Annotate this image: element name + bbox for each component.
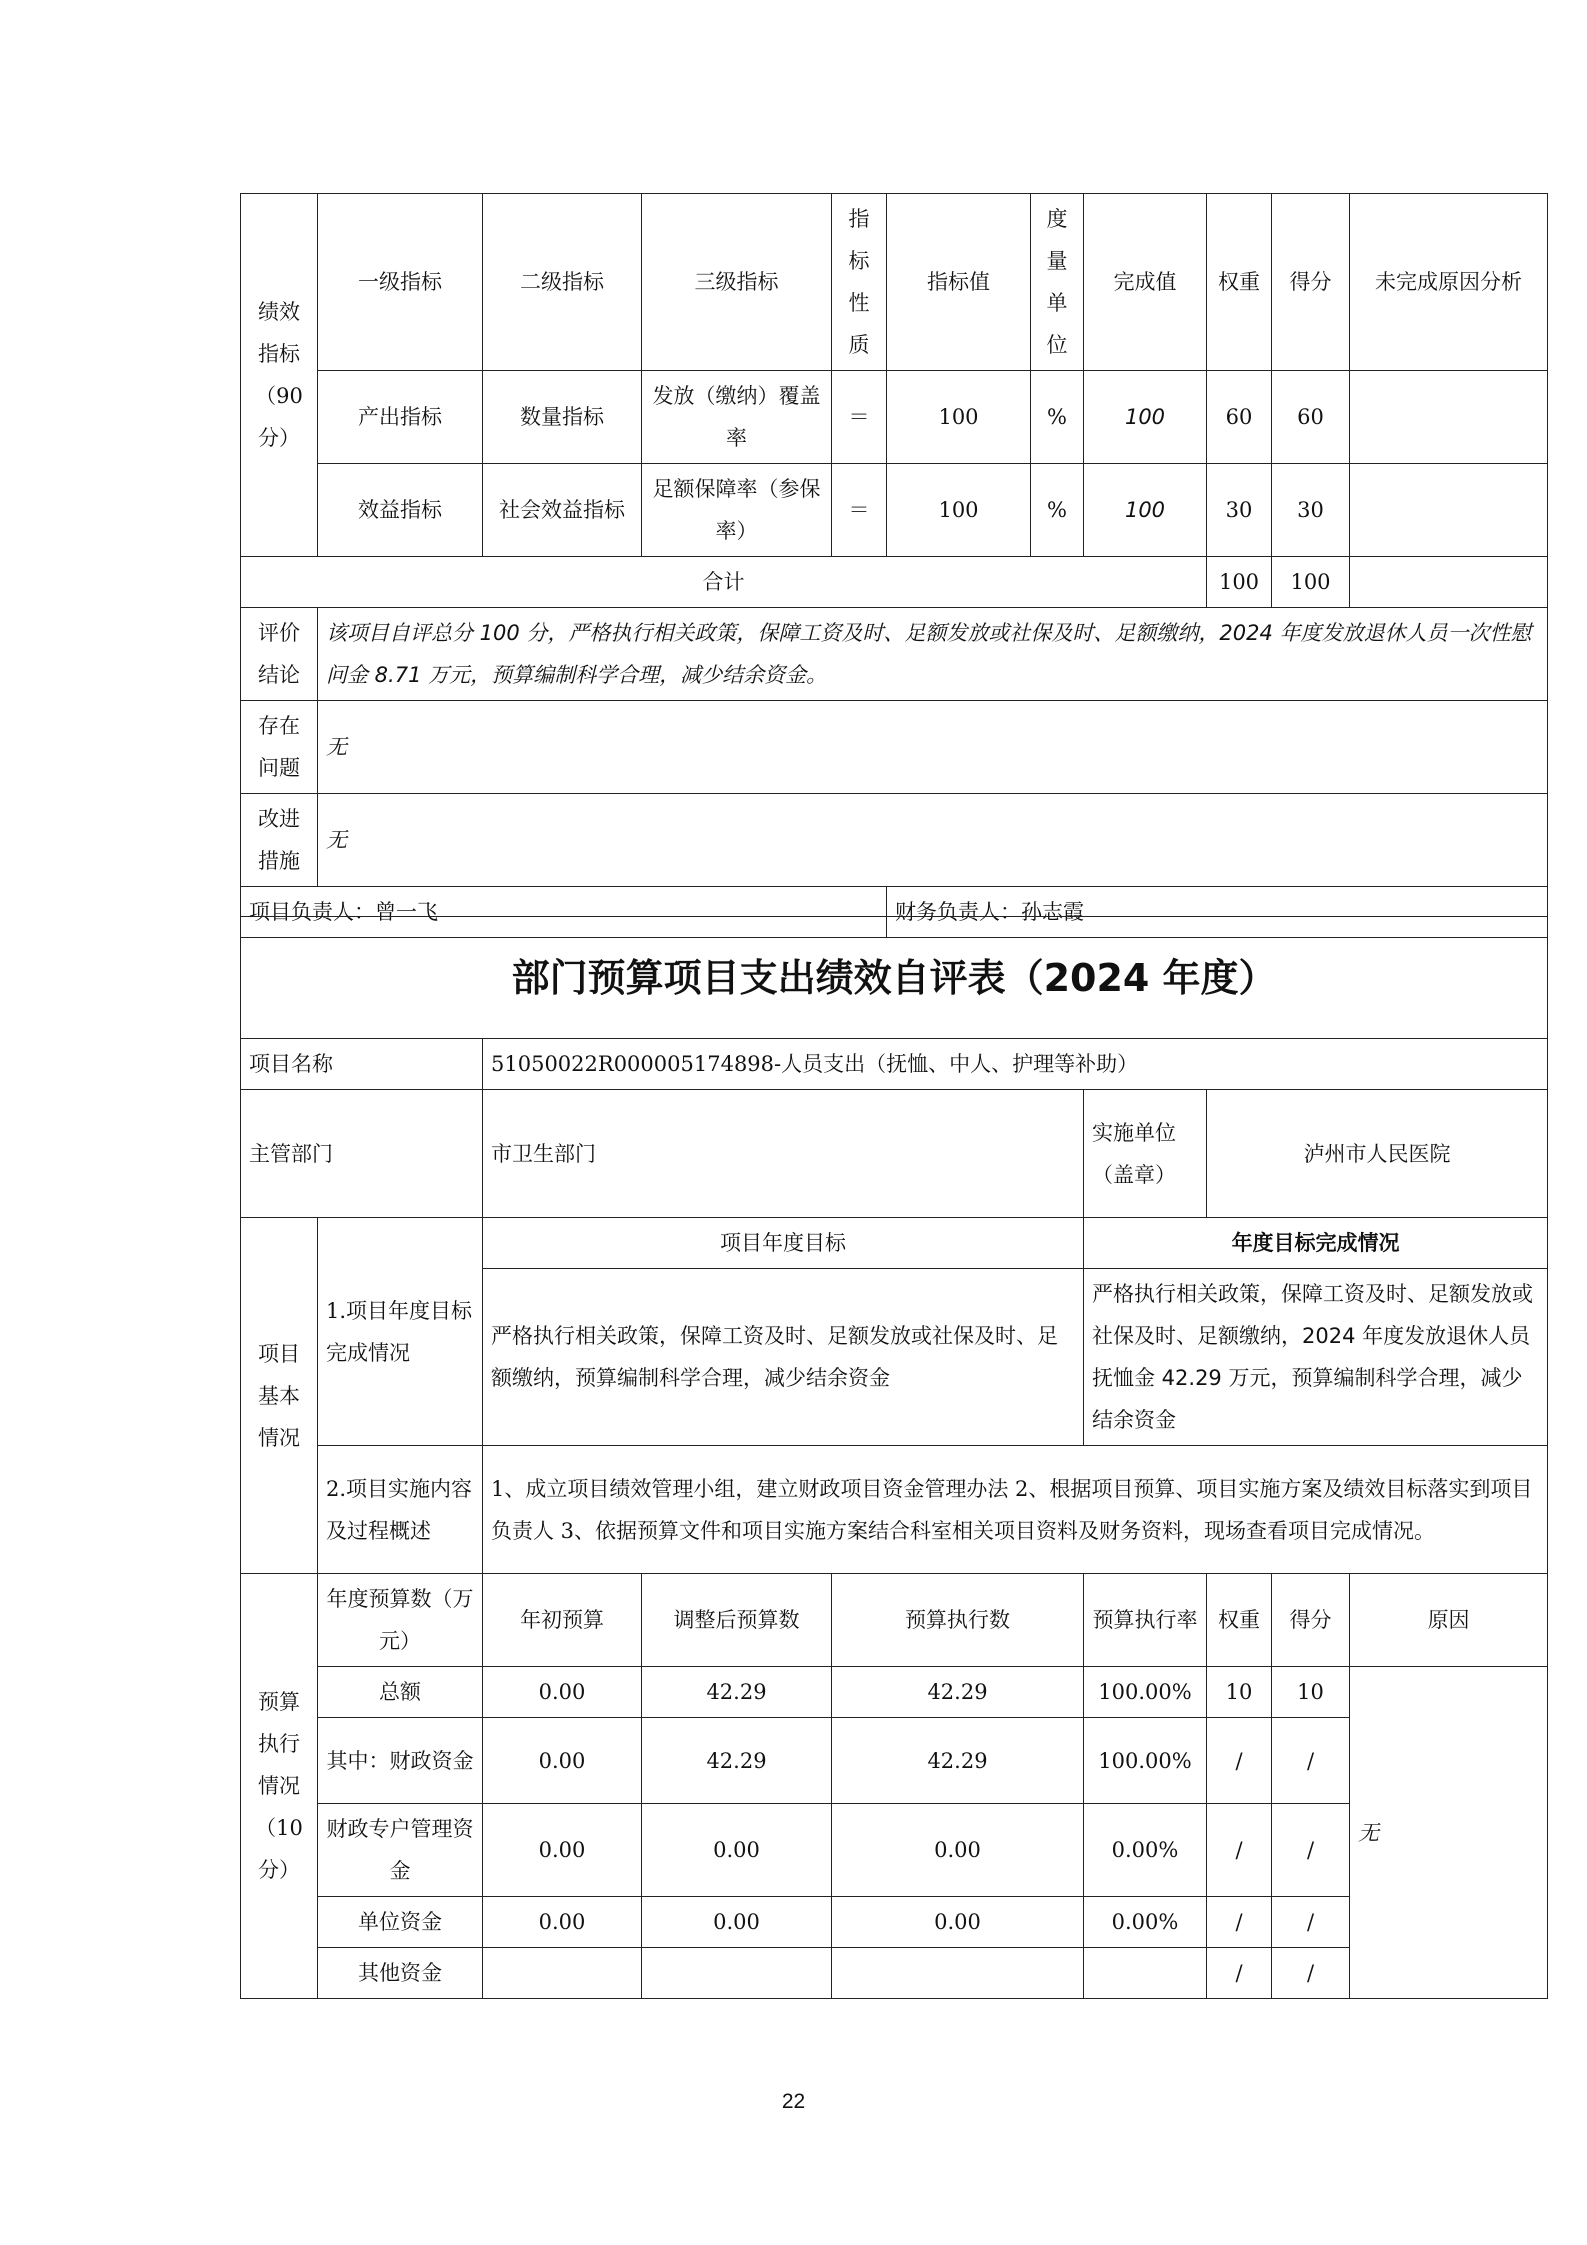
problems-label: 存在问题 bbox=[241, 701, 318, 794]
row-level1: 产出指标 bbox=[318, 371, 483, 464]
budget-score: 10 bbox=[1272, 1667, 1350, 1718]
budget-rate: 0.00% bbox=[1084, 1897, 1207, 1948]
row-level3: 发放（缴纳）覆盖率 bbox=[642, 371, 832, 464]
budget-adjusted: 42.29 bbox=[642, 1718, 832, 1804]
budget-weight: / bbox=[1207, 1948, 1272, 1999]
row-weight: 30 bbox=[1207, 464, 1272, 557]
budget-evaluation-table bbox=[240, 916, 1548, 1999]
bh-score: 得分 bbox=[1272, 1574, 1350, 1667]
budget-category: 总额 bbox=[318, 1667, 483, 1718]
budget-score: / bbox=[1272, 1718, 1350, 1804]
bh-category: 年度预算数（万元） bbox=[318, 1574, 483, 1667]
evaluation-text: 该项目自评总分 100 分，严格执行相关政策，保障工资及时、足额发放或社保及时、足额缴纳，2024 年度发放退休人员一次性慰问金 8.71 万元，预算编制科学合理，减少结余资金。 bbox=[318, 608, 1548, 701]
budget-adjusted: 0.00 bbox=[642, 1897, 832, 1948]
budget-weight: / bbox=[1207, 1804, 1272, 1897]
total-weight: 100 bbox=[1207, 557, 1272, 608]
row-reason bbox=[1350, 464, 1548, 557]
performance-indicator-table bbox=[240, 193, 1548, 938]
budget-category: 其中：财政资金 bbox=[318, 1718, 483, 1804]
form-title: 部门预算项目支出绩效自评表（2024 年度） bbox=[241, 917, 1548, 1039]
project-name-label: 项目名称 bbox=[241, 1039, 483, 1090]
page-number: 22 bbox=[781, 2090, 806, 2113]
budget-weight: / bbox=[1207, 1718, 1272, 1804]
row-reason bbox=[1350, 371, 1548, 464]
problems-text: 无 bbox=[318, 701, 1548, 794]
total-label: 合计 bbox=[241, 557, 1207, 608]
total-score: 100 bbox=[1272, 557, 1350, 608]
row-score: 60 bbox=[1272, 371, 1350, 464]
table-row bbox=[241, 464, 1548, 557]
budget-score: / bbox=[1272, 1948, 1350, 1999]
header-target: 指标值 bbox=[887, 194, 1031, 371]
row-level3: 足额保障率（参保率） bbox=[642, 464, 832, 557]
bh-rate: 预算执行率 bbox=[1084, 1574, 1207, 1667]
table-row bbox=[241, 1667, 1548, 1718]
row-weight: 60 bbox=[1207, 371, 1272, 464]
row-actual: 100 bbox=[1084, 464, 1207, 557]
budget-executed: 42.29 bbox=[832, 1667, 1084, 1718]
budget-score: / bbox=[1272, 1897, 1350, 1948]
finance-lead: 财务负责人：孙志霞 bbox=[887, 887, 1548, 938]
header-actual: 完成值 bbox=[1084, 194, 1207, 371]
row-nature: ＝ bbox=[832, 464, 887, 557]
budget-section-label: 预算执行情况（10分） bbox=[241, 1574, 318, 1999]
bh-initial: 年初预算 bbox=[483, 1574, 642, 1667]
row-target: 100 bbox=[887, 464, 1031, 557]
bh-executed: 预算执行数 bbox=[832, 1574, 1084, 1667]
budget-adjusted: 42.29 bbox=[642, 1667, 832, 1718]
budget-rate: 0.00% bbox=[1084, 1804, 1207, 1897]
row-level1: 效益指标 bbox=[318, 464, 483, 557]
dept-value: 市卫生部门 bbox=[483, 1090, 1084, 1218]
completion-header: 年度目标完成情况 bbox=[1084, 1218, 1548, 1269]
unit-label: 实施单位（盖章） bbox=[1084, 1090, 1207, 1218]
project-lead: 项目负责人：曾一飞 bbox=[241, 887, 887, 938]
budget-reason: 无 bbox=[1350, 1667, 1548, 1999]
goal-text: 严格执行相关政策，保障工资及时、足额发放或社保及时、足额缴纳，预算编制科学合理，减少结余资金 bbox=[483, 1269, 1084, 1446]
budget-adjusted bbox=[642, 1948, 832, 1999]
row-unit: % bbox=[1031, 464, 1084, 557]
goal-header: 项目年度目标 bbox=[483, 1218, 1084, 1269]
budget-initial: 0.00 bbox=[483, 1667, 642, 1718]
row-nature: ＝ bbox=[832, 371, 887, 464]
row-score: 30 bbox=[1272, 464, 1350, 557]
budget-initial: 0.00 bbox=[483, 1804, 642, 1897]
header-nature: 指标性质 bbox=[832, 194, 887, 371]
total-row bbox=[241, 557, 1548, 608]
budget-initial: 0.00 bbox=[483, 1897, 642, 1948]
bh-adjusted: 调整后预算数 bbox=[642, 1574, 832, 1667]
goal-label: 1.项目年度目标完成情况 bbox=[318, 1218, 483, 1446]
budget-category: 财政专户管理资金 bbox=[318, 1804, 483, 1897]
budget-category: 单位资金 bbox=[318, 1897, 483, 1948]
header-level3: 三级指标 bbox=[642, 194, 832, 371]
budget-weight: 10 bbox=[1207, 1667, 1272, 1718]
budget-executed: 42.29 bbox=[832, 1718, 1084, 1804]
row-actual: 100 bbox=[1084, 371, 1207, 464]
unit-value: 泸州市人民医院 bbox=[1207, 1090, 1548, 1218]
row-level2: 数量指标 bbox=[483, 371, 642, 464]
row-target: 100 bbox=[887, 371, 1031, 464]
evaluation-label: 评价结论 bbox=[241, 608, 318, 701]
total-reason bbox=[1350, 557, 1548, 608]
content-label: 2.项目实施内容及过程概述 bbox=[318, 1446, 483, 1574]
budget-executed: 0.00 bbox=[832, 1804, 1084, 1897]
header-level1: 一级指标 bbox=[318, 194, 483, 371]
row-unit: % bbox=[1031, 371, 1084, 464]
budget-rate bbox=[1084, 1948, 1207, 1999]
perf-section-label: 绩效指标（90分） bbox=[241, 194, 318, 557]
budget-initial bbox=[483, 1948, 642, 1999]
completion-text: 严格执行相关政策，保障工资及时、足额发放或社保及时、足额缴纳，2024 年度发放退休人员抚恤金 42.29 万元，预算编制科学合理，减少结余资金 bbox=[1084, 1269, 1548, 1446]
budget-rate: 100.00% bbox=[1084, 1667, 1207, 1718]
budget-executed: 0.00 bbox=[832, 1897, 1084, 1948]
basic-section-label: 项目基本情况 bbox=[241, 1218, 318, 1574]
header-level2: 二级指标 bbox=[483, 194, 642, 371]
budget-score: / bbox=[1272, 1804, 1350, 1897]
project-name: 51050022R000005174898-人员支出（抚恤、中人、护理等补助） bbox=[483, 1039, 1548, 1090]
evaluation-row bbox=[241, 608, 1548, 701]
budget-adjusted: 0.00 bbox=[642, 1804, 832, 1897]
bh-reason: 原因 bbox=[1350, 1574, 1548, 1667]
row-level2: 社会效益指标 bbox=[483, 464, 642, 557]
dept-label: 主管部门 bbox=[241, 1090, 483, 1218]
problems-row bbox=[241, 701, 1548, 794]
budget-executed bbox=[832, 1948, 1084, 1999]
improvements-row bbox=[241, 794, 1548, 887]
improvements-text: 无 bbox=[318, 794, 1548, 887]
header-score: 得分 bbox=[1272, 194, 1350, 371]
content-text: 1、成立项目绩效管理小组，建立财政项目资金管理办法 2、根据项目预算、项目实施方案及绩效目标落实到项目负责人 3、依据预算文件和项目实施方案结合科室相关项目资料及财务资料，现场查看项目完成情况。 bbox=[483, 1446, 1548, 1574]
budget-weight: / bbox=[1207, 1897, 1272, 1948]
budget-initial: 0.00 bbox=[483, 1718, 642, 1804]
improvements-label: 改进措施 bbox=[241, 794, 318, 887]
budget-rate: 100.00% bbox=[1084, 1718, 1207, 1804]
header-weight: 权重 bbox=[1207, 194, 1272, 371]
budget-category: 其他资金 bbox=[318, 1948, 483, 1999]
header-reason: 未完成原因分析 bbox=[1350, 194, 1548, 371]
bh-weight: 权重 bbox=[1207, 1574, 1272, 1667]
header-unit: 度量单位 bbox=[1031, 194, 1084, 371]
table-row bbox=[241, 371, 1548, 464]
